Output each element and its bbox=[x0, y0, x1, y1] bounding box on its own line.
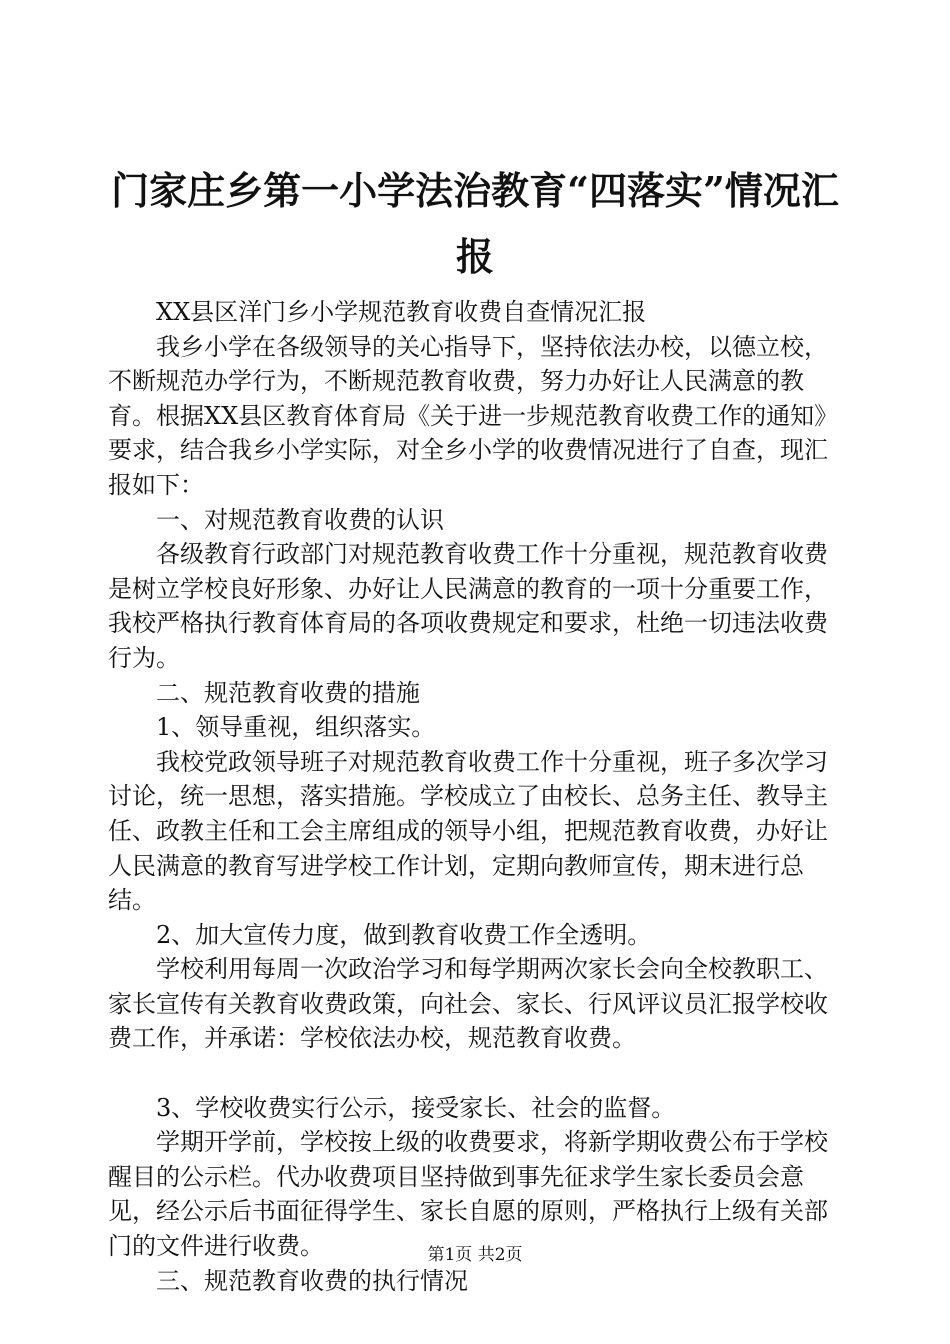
subsection-heading: 2、加大宣传力度，做到教育收费工作全透明。 bbox=[156, 920, 652, 949]
paragraph-spacer bbox=[108, 1056, 848, 1091]
page-number-footer: 第1页 共2页 bbox=[427, 1245, 523, 1265]
body-paragraph: 我校党政领导班子对规范教育收费工作十分重视，班子多次学习讨论，统一思想，落实措施。学校成立了由校长、总务主任、教导主任、政教主任和工会主席组成的领导小组，把规范教育收费，办好让人民满意的教育写进学校工作计划，定期向教师宣传，期末进行总结。 bbox=[108, 747, 828, 915]
document-title: 门家庄乡第一小学法治教育“四落实”情况汇报 bbox=[111, 168, 839, 279]
section-heading: 三、规范教育收费的执行情况 bbox=[156, 1266, 468, 1295]
subsection-heading: 3、学校收费实行公示，接受家长、社会的监督。 bbox=[156, 1093, 676, 1122]
body-paragraph: 各级教育行政部门对规范教育收费工作十分重视，规范教育收费是树立学校良好形象、办好让人民满意的教育的一项十分重要工作，我校严格执行教育体育局的各项收费规定和要求，杜绝一切违法收费行为。 bbox=[108, 540, 828, 672]
subsection-heading: 1、领导重视，组织落实。 bbox=[156, 713, 436, 742]
body-paragraph: 学校利用每周一次政治学习和每学期两次家长会向全校教职工、家长宣传有关教育收费政策，向社会、家长、行风评议员汇报学校收费工作，并承诺：学校依法办校，规范教育收费。 bbox=[108, 955, 828, 1053]
body-paragraph: 学期开学前，学校按上级的收费要求，将新学期收费公布于学校醒目的公示栏。代办收费项目坚持做到事先征求学生家长委员会意见，经公示后书面征得学生、家长自愿的原则，严格执行上级有关部门的文件进行收费。 bbox=[108, 1128, 828, 1261]
section-heading: 一、对规范教育收费的认识 bbox=[156, 505, 444, 534]
body-paragraph: 我乡小学在各级领导的关心指导下，坚持依法办校，以德立校，不断规范办学行为，不断规范教育收费，努力办好让人民满意的教育。根据XX县区教育体育局《关于进一步规范教育收费工作的通知》要求，结合我乡小学实际，对全乡小学的收费情况进行了自查，现汇报如下： bbox=[108, 332, 839, 499]
section-heading: 二、规范教育收费的措施 bbox=[156, 678, 420, 707]
document-body bbox=[108, 295, 848, 1298]
report-subtitle: XX县区洋门乡小学规范教育收费自查情况汇报 bbox=[156, 298, 647, 326]
